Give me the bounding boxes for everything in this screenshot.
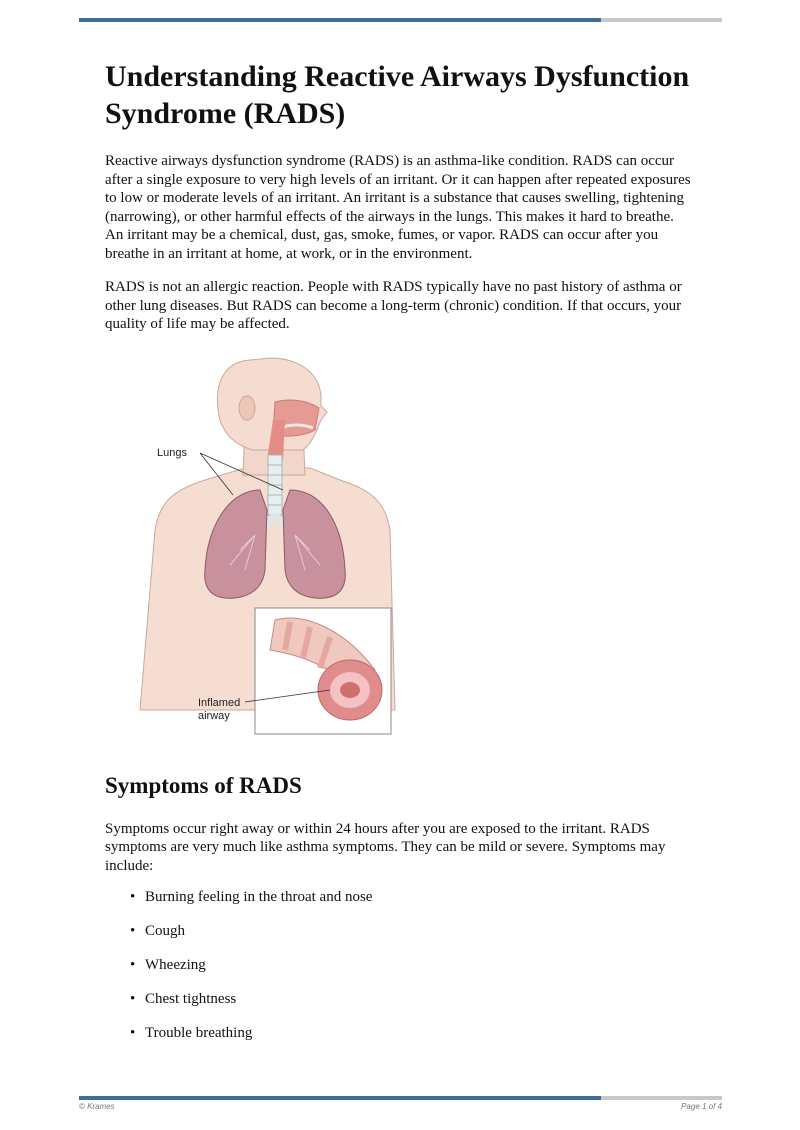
list-item: • Wheezing [130,957,206,973]
rads-illustration [135,350,435,740]
inflamed-label-line2: airway [198,709,230,722]
intro-paragraph-1: Reactive airways dysfunction syndrome (RADS) is an asthma-like condition. RADS can occur after a single exposure to very high levels of an irritant. Or it can happen after repeated exposures to low or moderate levels of an irritant. An irritant is a substance that causes swelling, tightening (narrowing), or other harmful effects of the airways in the lungs. This makes it hard to breathe. An irritant may be a chemical, dust, gas, smoke, fumes, or vapor. RADS can occur after you breathe in an irritant at home, at work, or in the environment. [105,153,691,262]
intro-paragraph-2: RADS is not an allergic reaction. People with RADS typically have no past history of asthma or other lung diseases. But RADS can become a long-term (chronic) condition. If that occurs, your quality of life may be affected. [105,279,682,332]
top-progress-bar [79,18,722,22]
footer-copyright: © Krames [79,1102,115,1111]
symptoms-list [105,888,695,1042]
lungs-label: Lungs [157,446,187,459]
list-item: • Trouble breathing [130,1025,253,1041]
top-bar-fill [79,18,601,22]
ear [239,396,255,420]
list-item: • Burning feeling in the throat and nose [130,889,373,905]
footer-page-number: Page 1 of 4 [681,1102,722,1111]
bottom-progress-bar [79,1096,722,1100]
document-body [105,58,695,1058]
list-item: • Chest tightness [130,991,237,1007]
symptoms-intro: Symptoms occur right away or within 24 hours after you are exposed to the irritant. RADS symptoms are very much like asthma symptoms. They can be mild or severe. Symptoms may include: [105,820,666,874]
symptoms-heading: Symptoms of RADS [105,772,302,798]
inflamed-label-line1: Inflamed [198,696,241,709]
airway-anatomy-svg [135,350,435,740]
list-item: • Cough [130,923,186,939]
bottom-bar-fill [79,1096,601,1100]
page-title: Understanding Reactive Airways Dysfunction Syndrome (RADS) [105,60,690,130]
